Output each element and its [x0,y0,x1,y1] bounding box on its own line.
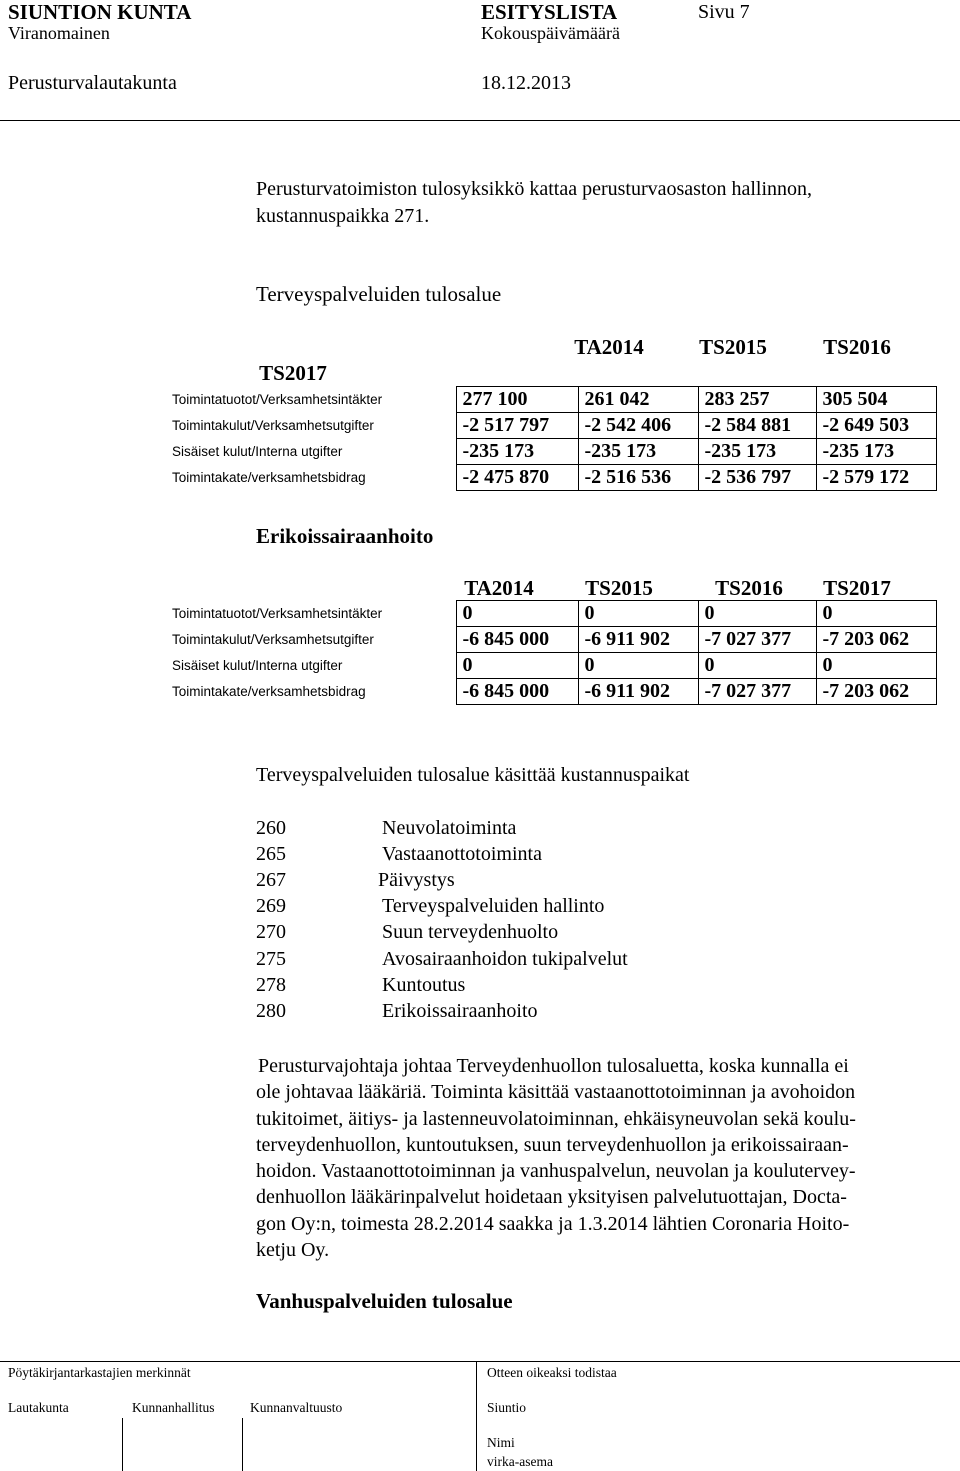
section-title-health: Terveyspalveluiden tulosalue [256,282,502,306]
cell-value: 277 100 [456,387,578,413]
s1-col-ts2015: TS2015 [699,335,767,359]
cost-center-name: Neuvolatoiminta [382,817,517,839]
cell-value: 0 [578,653,698,679]
cost-center-code: 269 [256,895,286,917]
cell-value: 0 [816,601,936,627]
cell-value: -2 649 503 [816,413,936,439]
cell-value: -7 027 377 [698,627,816,653]
authority-label: Viranomainen [8,23,110,43]
cell-value: 0 [456,601,578,627]
table-row [164,627,936,653]
cell-value: 261 042 [578,387,698,413]
cell-value: 0 [456,653,578,679]
footer-nimi: Nimi [487,1435,515,1450]
cost-center-code: 270 [256,921,286,943]
meeting-date: 18.12.2013 [481,72,571,94]
cost-centers-intro: Terveyspalveluiden tulosalue käsittää kustannuspaikat [256,764,690,786]
cell-value: 283 257 [698,387,816,413]
body-paragraph [256,1053,856,1263]
footer-siuntio: Siuntio [487,1400,527,1415]
table-row [164,387,936,413]
page-number: Sivu 7 [698,1,750,23]
table-row [164,465,936,491]
body-line: tukitoimet, äitiys- ja lastenneuvolatoiminnan, ehkäisyneuvolan sekä koulu- [256,1107,856,1130]
cost-center-name: Erikoissairaanhoito [382,1000,538,1022]
health-table [164,386,937,491]
authority: Perusturvalautakunta [8,72,177,94]
cost-center-code: 265 [256,843,286,865]
body-line: denhuollon lääkärinpalvelut hoidetaan yksityisen palvelutuottajan, Docta- [256,1186,847,1209]
body-line: Perusturvajohtaja johtaa Terveydenhuollon tulosaluetta, koska kunnalla ei [258,1055,849,1077]
cell-value: -6 845 000 [456,627,578,653]
cost-center-name: Avosairaanhoidon tukipalvelut [382,948,628,970]
cell-value: -7 027 377 [698,679,816,705]
s2-col-ts2017: TS2017 [823,576,891,600]
footer-col-divider [122,1418,123,1471]
org-name: SIUNTION KUNTA [8,0,192,24]
body-line: ketju Oy. [256,1239,330,1262]
table-row [164,653,936,679]
cost-center-name: Terveyspalveluiden hallinto [382,895,605,917]
table-row [164,439,936,465]
cell-value: -2 542 406 [578,413,698,439]
s2-col-ta2014: TA2014 [464,576,534,600]
cost-center-name: Päivystys [378,869,455,891]
cell-value: -235 173 [816,439,936,465]
cell-value: -235 173 [456,439,578,465]
row-label: Toimintakate/verksamhetsbidrag [172,470,366,485]
cost-center-code: 267 [256,869,286,891]
row-label: Toimintakulut/Verksamhetsutgifter [172,418,374,433]
section-title-specialist: Erikoissairaanhoito [256,524,434,548]
cost-center-code: 280 [256,1000,286,1022]
footer-col-board: Lautakunta [8,1400,69,1415]
header-rule [0,120,960,121]
cost-center-code: 260 [256,817,286,839]
cell-value: 0 [698,601,816,627]
cell-value: -2 475 870 [456,465,578,491]
row-label: Sisäiset kulut/Interna utgifter [172,444,343,459]
footer-rule [0,1361,960,1362]
cell-value: -2 516 536 [578,465,698,491]
footer-left-title: Pöytäkirjantarkastajien merkinnät [8,1365,191,1380]
cell-value: -2 536 797 [698,465,816,491]
specialist-table [164,600,937,705]
intro-paragraph: Perusturvatoimiston tulosyksikkö kattaa perusturvaosaston hallinnon, kustannuspaikka 271. [256,178,813,227]
cost-center-code: 278 [256,974,286,996]
body-line: ole johtavaa lääkäriä. Toiminta käsittää vastaanottotoiminnan ja avohoidon [256,1081,856,1104]
table-row [164,413,936,439]
cost-center-code: 275 [256,948,286,970]
cost-center-name: Kuntoutus [382,974,466,996]
s1-col-ts2017: TS2017 [259,361,327,385]
doc-type: ESITYSLISTA [481,0,618,24]
body-line: terveydenhuollon, kuntoutuksen, suun terveydenhuollon ja erikoissairaan- [256,1133,849,1156]
s1-col-ts2016: TS2016 [823,335,891,359]
footer-right-title: Otteen oikeaksi todistaa [487,1365,617,1380]
date-label: Kokouspäivämäärä [481,23,620,43]
cell-value: -2 584 881 [698,413,816,439]
cost-center-name: Suun terveydenhuolto [382,921,559,943]
cell-value: -235 173 [698,439,816,465]
table-row [164,679,936,705]
footer-virka: virka-asema [487,1454,553,1469]
cell-value: -6 845 000 [456,679,578,705]
s2-col-ts2015: TS2015 [585,576,653,600]
footer-col-government: Kunnanhallitus [132,1400,215,1415]
row-label: Toimintakulut/Verksamhetsutgifter [172,632,374,647]
cell-value: -2 579 172 [816,465,936,491]
cell-value: -2 517 797 [456,413,578,439]
row-label: Toimintatuotot/Verksamhetsintäkter [172,392,383,407]
body-line: hoidon. Vastaanottotoiminnan ja vanhuspalvelun, neuvolan ja koulutervey- [256,1160,856,1183]
cell-value: 0 [578,601,698,627]
footer-col-divider [242,1418,243,1471]
cell-value: -7 203 062 [816,627,936,653]
footer-col-council: Kunnanvaltuusto [250,1400,343,1415]
cell-value: -235 173 [578,439,698,465]
row-label: Toimintatuotot/Verksamhetsintäkter [172,606,383,621]
cost-center-name: Vastaanottotoiminta [382,843,542,865]
footer-divider [476,1361,477,1471]
cell-value: -6 911 902 [578,627,698,653]
row-label: Toimintakate/verksamhetsbidrag [172,684,366,699]
body-line: gon Oy:n, toimesta 28.2.2014 saakka ja 1.3.2014 lähtien Coronaria Hoito- [256,1212,850,1235]
cell-value: 305 504 [816,387,936,413]
row-label: Sisäiset kulut/Interna utgifter [172,658,343,673]
cell-value: 0 [816,653,936,679]
section-title-elderly: Vanhuspalveluiden tulosalue [256,1289,513,1313]
s2-col-ts2016: TS2016 [715,576,783,600]
cell-value: -7 203 062 [816,679,936,705]
cell-value: 0 [698,653,816,679]
s1-col-ta2014: TA2014 [574,335,644,359]
cell-value: -6 911 902 [578,679,698,705]
table-row [164,601,936,627]
